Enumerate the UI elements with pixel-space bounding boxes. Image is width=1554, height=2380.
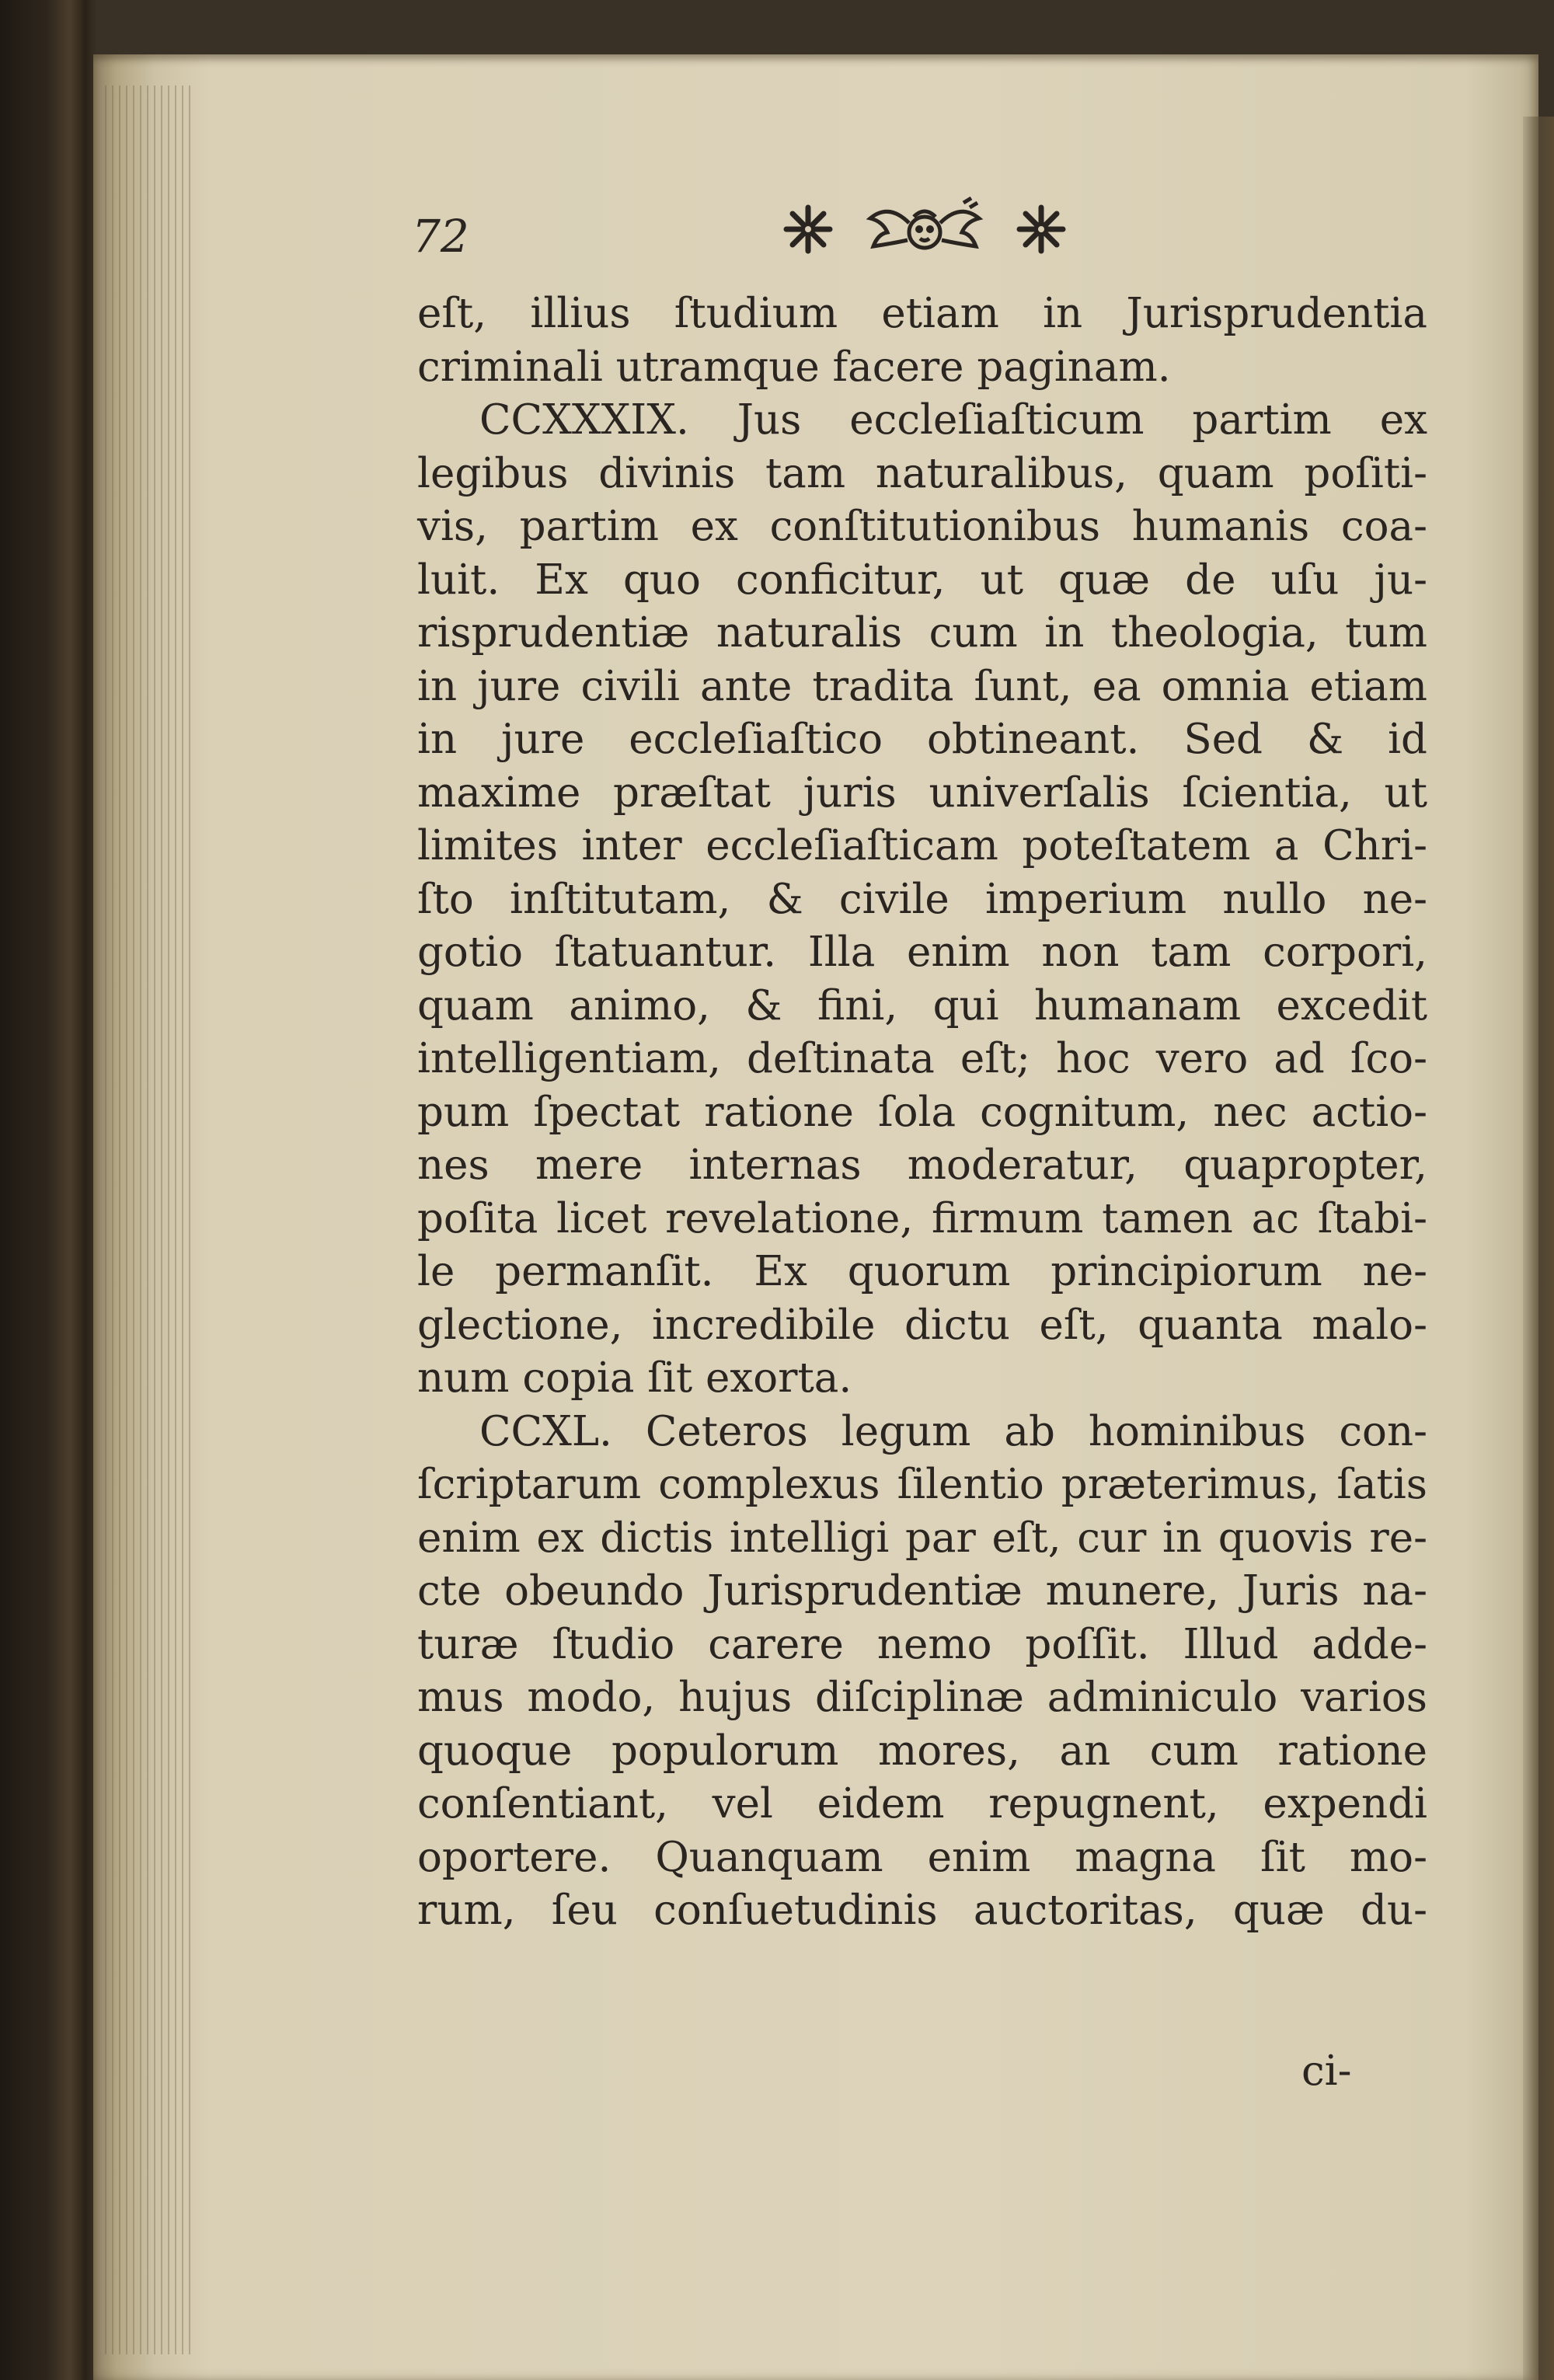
text-line: poſita licet revelatione, firmum tamen ac ſtabi- bbox=[417, 1194, 1427, 1242]
cherub-head-icon bbox=[870, 198, 979, 248]
page-number: 72 bbox=[412, 210, 469, 263]
text-line: vis, partim ex conſtitutionibus humanis coa- bbox=[417, 503, 1427, 550]
text-line: in jure civili ante tradita ſunt, ea omnia etiam bbox=[417, 662, 1427, 710]
text-line: ſto inſtitutam, & civile imperium nullo ne- bbox=[417, 875, 1427, 923]
right-star-icon bbox=[1019, 207, 1063, 251]
cherub-ornament-icon bbox=[754, 194, 1096, 264]
text-line: luit. Ex quo conficitur, ut quæ de uſu ju- bbox=[417, 556, 1427, 604]
text-line: enim ex dictis intelligi par eſt, cur in quovis re- bbox=[417, 1514, 1427, 1562]
text-line: ſcriptarum complexus ſilentio præterimus, ſatis bbox=[417, 1461, 1427, 1508]
page-stack-edge bbox=[105, 85, 190, 2354]
text-line: turæ ſtudio carere nemo poſſit. Illud adde- bbox=[417, 1620, 1427, 1668]
text-line: conſentiant, vel eidem repugnent, expendi bbox=[417, 1780, 1427, 1828]
text-line: limites inter eccleſiaſticam poteſtatem a Chri- bbox=[417, 822, 1427, 869]
page-header bbox=[412, 194, 1437, 264]
text-line: in jure eccleſiaſtico obtineant. Sed & id bbox=[417, 716, 1427, 763]
text-line: criminali utramque facere paginam. bbox=[417, 343, 1171, 391]
text-line: risprudentiæ naturalis cum in theologia, tum bbox=[417, 609, 1427, 657]
body-text bbox=[417, 287, 1427, 1938]
section-heading-line: CCXL. Ceteros legum ab hominibus con- bbox=[479, 1407, 1427, 1455]
text-line: nes mere internas moderatur, quapropter, bbox=[417, 1141, 1427, 1189]
text-line: rum, ſeu conſuetudinis auctoritas, quæ du- bbox=[417, 1887, 1427, 1934]
text-line: legibus divinis tam naturalibus, quam poſiti- bbox=[417, 449, 1427, 497]
text-line: num copia ſit exorta. bbox=[417, 1354, 852, 1402]
catchword: ci- bbox=[1301, 2047, 1352, 2095]
right-page-shadow bbox=[1523, 117, 1554, 2380]
text-line: cte obeundo Jurisprudentiæ munere, Juris na- bbox=[417, 1567, 1427, 1615]
text-line: eſt, illius ſtudium etiam in Jurisprudentia bbox=[417, 290, 1427, 337]
text-line: pum ſpectat ratione ſola cognitum, nec actio- bbox=[417, 1088, 1427, 1136]
text-line: oportere. Quanquam enim magna ſit mo- bbox=[417, 1833, 1427, 1881]
section-heading-line: CCXXXIX. Jus eccleſiaſticum partim ex bbox=[479, 396, 1427, 444]
text-line: glectione, incredibile dictu eſt, quanta malo- bbox=[417, 1301, 1427, 1349]
text-line: gotio ſtatuantur. Illa enim non tam corpori, bbox=[417, 929, 1427, 976]
text-line: intelligentiam, deſtinata eſt; hoc vero ad ſco- bbox=[417, 1035, 1427, 1082]
text-line: maxime præſtat juris univerſalis ſcientia, ut bbox=[417, 768, 1427, 817]
text-line: quam animo, & fini, qui humanam excedit bbox=[417, 981, 1427, 1030]
text-line: mus modo, hujus diſciplinæ adminiculo varios bbox=[417, 1674, 1427, 1721]
text-line: le permanſit. Ex quorum principiorum ne- bbox=[417, 1248, 1427, 1295]
text-line: quoque populorum mores, an cum ratione bbox=[417, 1727, 1427, 1775]
left-star-icon bbox=[786, 207, 830, 251]
